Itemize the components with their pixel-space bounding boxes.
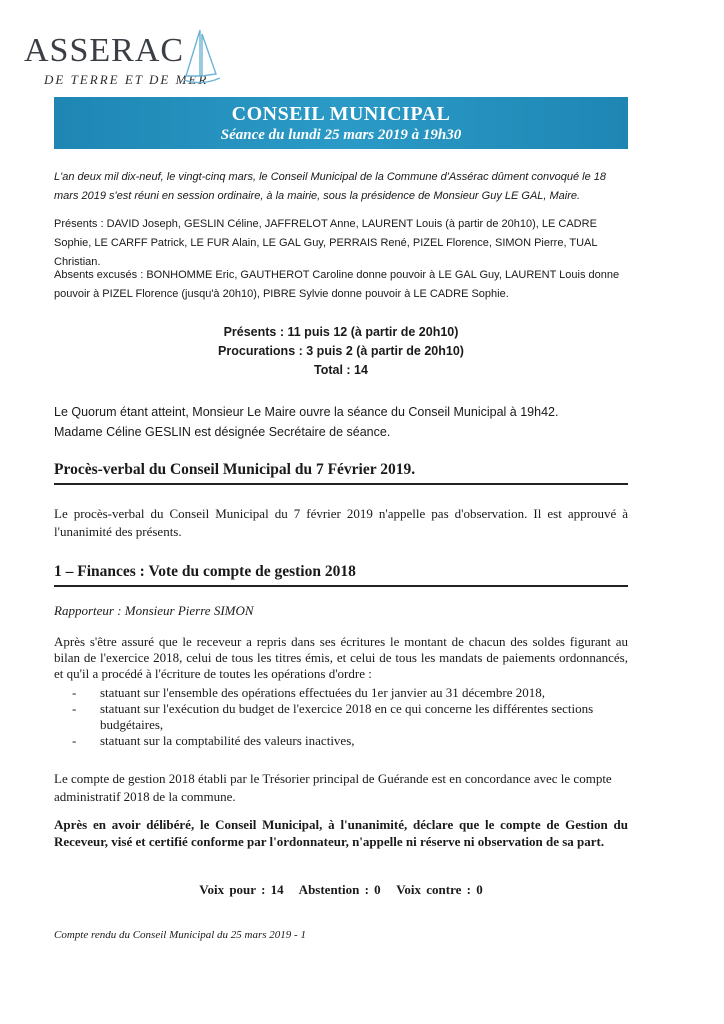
intro-paragraph: L'an deux mil dix-neuf, le vingt-cinq mars, le Conseil Municipal de la Commune d'Assérac dûment convoqué le 18 mars 2019 s'est réuni en session ordinaire, à la mairie, sous la présidence de Monsieur Guy LE GAL, Maire. [54,171,607,202]
list-item: - statuant sur l'exécution du budget de l'exercice 2018 en ce qui concerne les différentes sections budgétaires, [72,701,594,732]
sailboat-icon [182,28,222,88]
statuant-list [72,685,628,749]
quorum-line: Le Quorum étant atteint, Monsieur Le Maire ouvre la séance du Conseil Municipal à 19h42. [54,405,559,419]
banner-subtitle: Séance du lundi 25 mars 2019 à 19h30 [220,127,462,143]
attendance-totals [54,323,628,380]
list-item: - statuant sur la comptabilité des valeurs inactives, [72,733,355,748]
logo-wordmark: ASSERAC [24,32,185,69]
secretary-line: Madame Céline GESLIN est désignée Secrétaire de séance. [54,425,391,439]
list-item-text: statuant sur l'ensemble des opérations effectuées du 1er janvier au 31 décembre 2018, [100,685,546,700]
compte-paragraph: Le compte de gestion 2018 établi par le Trésorier principal de Guérande est en concordance avec le compte administratif 2018 de la commune. [54,771,612,804]
vote-results: Voix pour : 14 Abstention : 0 Voix contre : 0 [199,882,483,897]
banner-title: CONSEIL MUNICIPAL [231,103,451,125]
asserac-logo [22,28,222,98]
list-item-text: statuant sur l'exécution du budget de l'exercice 2018 en ce qui concerne les différentes sections budgétaires, [100,701,594,732]
logo-tagline: DE TERRE ET DE MER [44,72,209,87]
rapporteur-line: Rapporteur : Monsieur Pierre SIMON [54,603,254,618]
page-footer: Compte rendu du Conseil Municipal du 25 mars 2019 - 1 [54,929,306,941]
pv-paragraph: Le procès-verbal du Conseil Municipal du 7 février 2019 n'appelle pas d'observation. Il est approuvé à l'unanimité des présents. [54,506,628,539]
absents-paragraph: Absents excusés : BONHOMME Eric, GAUTHEROT Caroline donne pouvoir à LE GAL Guy, LAURENT Louis donne pouvoir à PIZEL Florence (jusqu'à 20h10), PIBRE Sylvie donne pouvoir à LE CADRE Sophie. [54,269,620,300]
presents-paragraph: Présents : DAVID Joseph, GESLIN Céline, JAFFRELOT Anne, LAURENT Louis (à partir de 20h10), LE CADRE Sophie, LE CARFF Patrick, LE FUR Alain, LE GAL Guy, PERRAIS René, PIZEL Florence, SIMON Pierre, TUAL Christian. [54,218,598,268]
apres-paragraph: Après s'être assuré que le receveur a repris dans ses écritures le montant de chacun des soldes figurant au bilan de l'exercice 2018, celui de tous les titres émis, et celui de tous les mandats de paiements ordonnancés, et qu'il a procédé à l'écriture de toutes les opérations d'ordre : [54,634,628,681]
grand-total: Total : 14 [314,363,368,377]
decision-paragraph: Après en avoir délibéré, le Conseil Municipal, à l'unanimité, déclare que le compte de Gestion du Receveur, visé et certifié conforme par l'ordonnateur, n'appelle ni réserve ni observation de sa part. [54,817,628,849]
list-item: - statuant sur l'ensemble des opérations effectuées du 1er janvier au 31 décembre 2018, [72,685,546,700]
list-item-text: statuant sur la comptabilité des valeurs inactives, [100,733,355,748]
section-heading-finances: 1 – Finances : Vote du compte de gestion 2018 [54,563,628,587]
title-banner [54,97,628,149]
presents-total: Présents : 11 puis 12 (à partir de 20h10) [223,325,459,339]
quorum-paragraph [54,402,628,442]
procurations-total: Procurations : 3 puis 2 (à partir de 20h10) [218,344,464,358]
section-heading-pv: Procès-verbal du Conseil Municipal du 7 Février 2019. [54,461,628,485]
